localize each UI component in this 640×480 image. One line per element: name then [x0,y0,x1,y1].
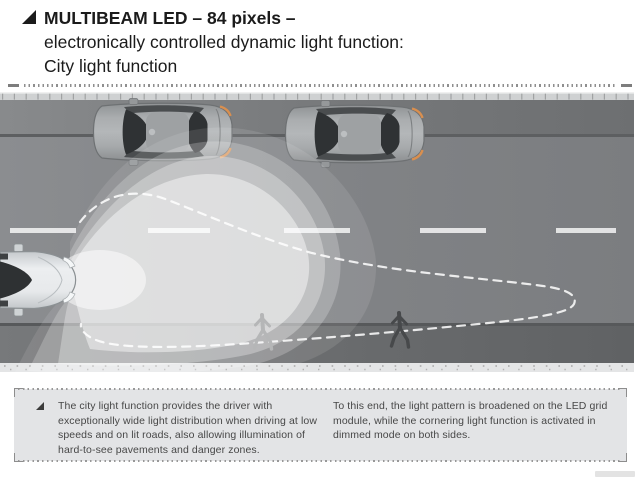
faint-footer-watermark [595,471,635,477]
section-triangle-icon [22,10,36,24]
separator-dotted-line [24,84,616,87]
caption-dotted-border-bottom [18,460,623,462]
street-scene-svg [0,92,634,372]
ego-mirror [14,244,23,252]
caption-corner-bracket [618,388,627,397]
separator-end-dash [8,84,19,87]
page-subtitle-line1: electronically controlled dynamic light function: [44,32,404,52]
separator-end-dash [621,84,632,87]
caption-corner-bracket [618,453,627,462]
caption-right-column: To this end, the light pattern is broadened on the LED grid module, while the cornering light function is activated in dimmed mode on both sides. [333,400,608,441]
caption-left-column: The city light function provides the driver with exceptionally wide light distribution when driving at low speeds and on lit roads, also allowing illumination of hard-to-see pavements and danger zones. [58,400,318,456]
title-block [44,6,404,78]
caption-corner-bracket [14,453,23,462]
ego-mirror [14,308,23,316]
caption-dotted-border-top [18,388,623,390]
page-header [0,6,640,78]
street-illustration [0,92,634,372]
header-separator [8,84,632,87]
page-subtitle-line2: City light function [44,56,178,76]
page-title: MULTIBEAM LED – 84 pixels – [44,8,296,28]
caption-box [14,389,627,461]
caption-corner-bracket [14,388,23,397]
caption-triangle-icon [36,402,44,410]
